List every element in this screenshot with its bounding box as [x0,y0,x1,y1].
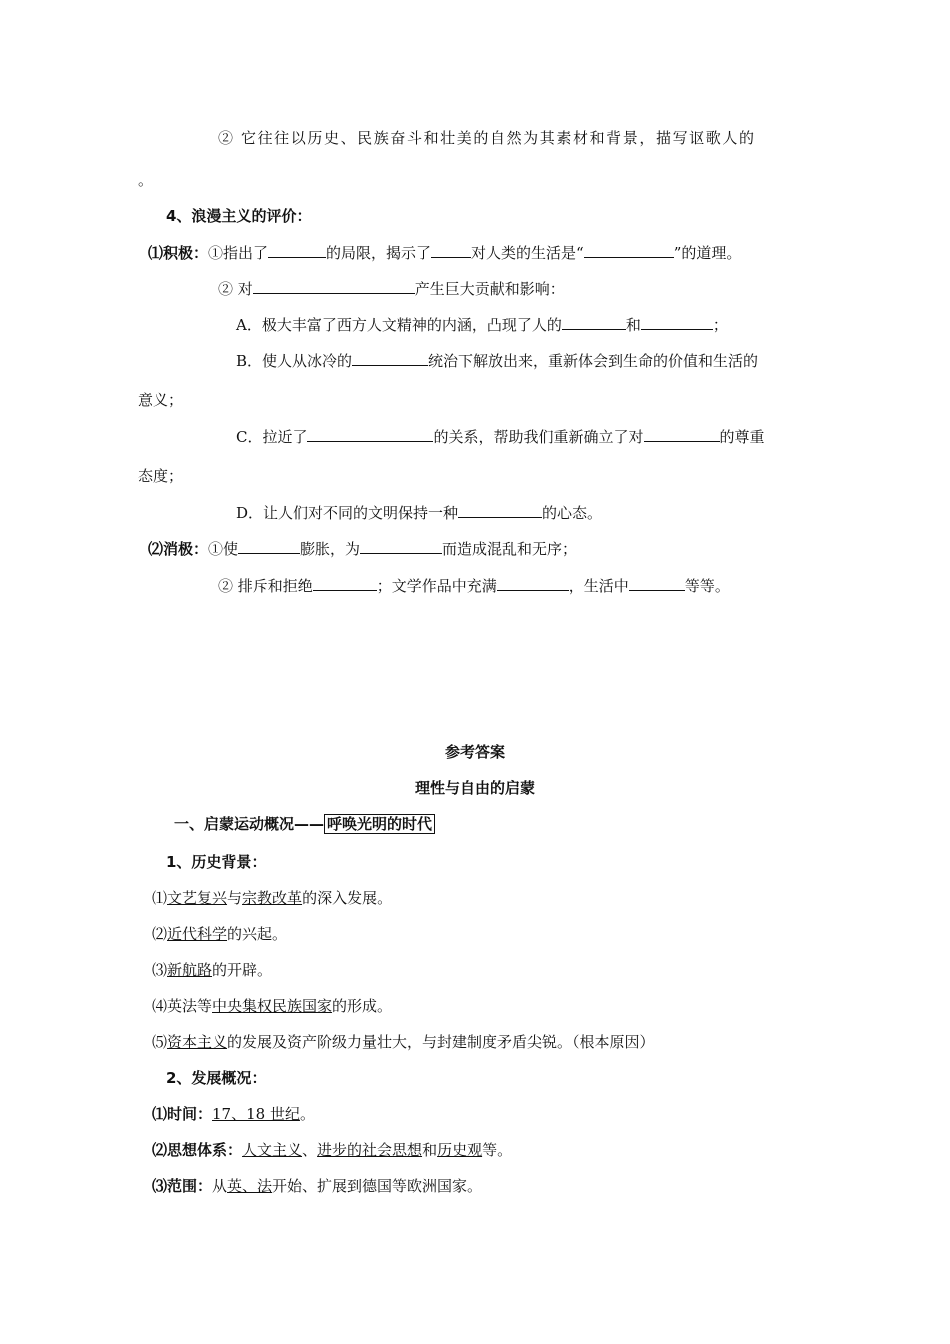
text: 的局限，揭示了 [326,244,432,262]
text: ，生活中 [568,577,629,595]
answer: 近代科学 [167,925,228,943]
item-C-line1 [236,426,765,447]
answers-title: 参考答案 [444,743,505,761]
text: 和 [625,316,641,334]
item-A [236,314,728,335]
text: 的开辟。 [212,961,273,979]
blank [431,242,471,258]
text: C．拉近了 [236,428,308,446]
text: 产生巨大贡献和影响： [414,280,565,298]
background-item-4 [152,996,392,1016]
para-romanticism-2-line1: ② 它往往以历史、民族奋斗和壮美的自然为其素材和背景，描写讴歌人的 [218,129,756,147]
text: ⑴ [152,889,168,907]
answer: 中央集权民族国家 [212,997,333,1015]
text: ①使 [208,540,239,558]
text: ⑸ [152,1033,168,1051]
blank [352,350,428,366]
background-item-5 [152,1032,655,1052]
answer: 历史观 [437,1141,483,1159]
blank [562,314,626,330]
text: 的尊重 [719,428,765,446]
text: 而造成混乱和无序； [442,540,578,558]
text: 与 [227,889,243,907]
text: ⑶ [152,961,168,979]
heading-romanticism-evaluation: 4、浪漫主义的评价： [166,207,312,225]
blank [238,538,300,554]
text: ⑵ [152,925,168,943]
section-1-heading [174,814,435,834]
text: 开始、扩展到德国等欧洲国家。 [272,1177,483,1195]
text: 的兴起。 [227,925,288,943]
text: 从 [212,1177,228,1195]
para-romanticism-2-line2: 。 [138,171,154,189]
development-ideology [152,1140,512,1160]
negative-line-2 [218,575,730,596]
text: ；文学作品中充满 [376,577,497,595]
text: 对人类的生活是“ [471,244,584,262]
text: ； [712,316,728,334]
answer: 17、18 世纪 [212,1105,300,1123]
answers-subtitle: 理性与自由的启蒙 [414,779,535,797]
item-B-line1 [236,350,758,371]
blank [458,502,542,518]
development-time [152,1104,315,1124]
text: 。 [299,1105,315,1123]
background-item-2 [152,924,287,944]
blank [360,538,442,554]
item-D [236,502,602,523]
answer: 宗教改革 [242,889,303,907]
text: 的发展及资产阶级力量壮大，与封建制度矛盾尖锐。（根本原因） [227,1033,655,1051]
text: 等。 [482,1141,513,1159]
answer: 文艺复兴 [167,889,228,907]
answer: 资本主义 [167,1033,228,1051]
item-C-line2: 态度； [138,467,184,485]
boxed-answer: 呼唤光明的时代 [324,814,435,834]
blank [497,575,569,591]
negative-line-1 [148,538,577,559]
text: ⑷英法等 [152,997,213,1015]
text: ② 排斥和拒绝 [218,577,313,595]
label: ⑶范围： [152,1177,213,1195]
answer: 进步的社会思想 [317,1141,423,1159]
answer: 英、法 [227,1177,273,1195]
text: 的形成。 [332,997,393,1015]
answer: 新航路 [167,961,213,979]
text: D．让人们对不同的文明保持一种 [236,504,459,522]
text: 一、启蒙运动概况—— [174,815,325,833]
blank [584,242,674,258]
blank [644,426,720,442]
blank [307,426,433,442]
background-item-3 [152,960,272,980]
label: ⑵思想体系： [152,1141,243,1159]
text: 和 [422,1141,438,1159]
heading-development: 2、发展概况： [166,1069,267,1087]
text: 等等。 [684,577,730,595]
text: 统治下解放出来，重新体会到生命的价值和生活的 [428,352,759,370]
text: A．极大丰富了西方人文精神的内涵，凸现了人的 [236,316,562,334]
text: 的深入发展。 [302,889,393,907]
item-B-line2: 意义； [138,391,184,409]
negative-label: ⑵消极： [148,540,209,558]
positive-label: ⑴积极： [148,244,209,262]
text: ② 对 [218,280,253,298]
heading-historical-background: 1、历史背景： [166,853,267,871]
text: 的关系，帮助我们重新确立了对 [433,428,644,446]
text: ①指出了 [208,244,269,262]
blank [313,575,377,591]
development-scope [152,1176,482,1196]
blank [268,242,326,258]
answer: 人文主义 [242,1141,303,1159]
background-item-1 [152,888,392,908]
positive-line-2 [218,278,565,299]
label: ⑴时间： [152,1105,213,1123]
blank [253,278,415,294]
text: B．使人从冰冷的 [236,352,353,370]
positive-line-1 [148,242,741,263]
text: 、 [302,1141,318,1159]
blank [641,314,713,330]
text: 的心态。 [542,504,603,522]
blank [629,575,685,591]
text: ”的道理。 [673,244,742,262]
text: 膨胀，为 [300,540,361,558]
